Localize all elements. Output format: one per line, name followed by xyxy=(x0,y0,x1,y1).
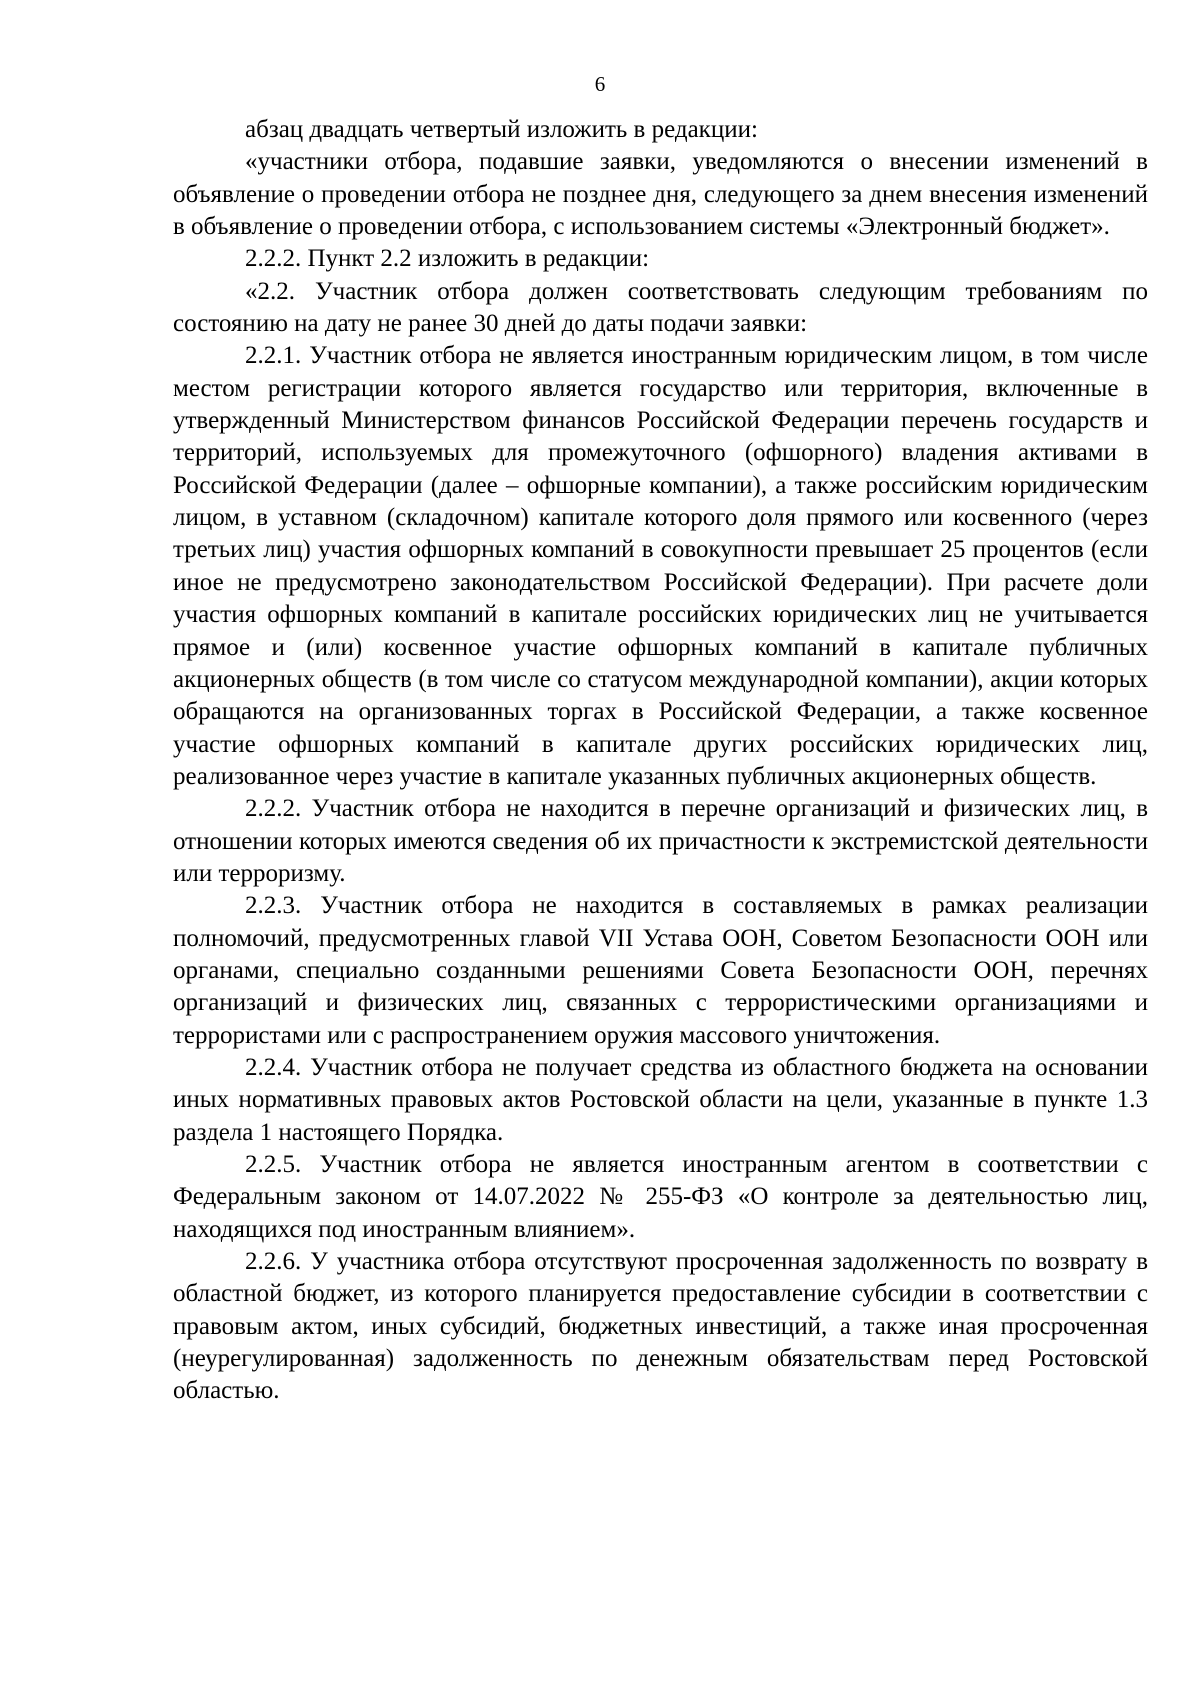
paragraph-clause-2-2: «2.2. Участник отбора должен соответствовать следующим требованиям по состоянию на дату не ранее 30 дней до даты подачи заявки: xyxy=(173,277,1148,338)
page-number: 6 xyxy=(594,72,606,96)
paragraph-clause-2-2-3: 2.2.3. Участник отбора не находится в составляемых в рамках реализации полномочий, предусмотренных главой VII Устава ООН, Советом Безопасности ООН или органами, специально созданными решениями Совета Безопасности ООН, перечнях организаций и физических лиц, связанных с террористическими организациями и террористами или с распространением оружия массового уничтожения. xyxy=(173,892,1148,1049)
paragraph-clause-2-2-4: 2.2.4. Участник отбора не получает средства из областного бюджета на основании иных нормативных правовых актов Ростовской области на цели, указанные в пункте 1.3 раздела 1 настоящего Порядка. xyxy=(173,1053,1148,1146)
paragraph-clause-2-2-5: 2.2.5. Участник отбора не является иностранным агентом в соответствии с Федеральным законом от 14.07.2022 № 255-ФЗ «О контроле за деятельностью лиц, находящихся под иностранным влиянием». xyxy=(173,1151,1148,1243)
paragraph-clause-2-2-2-intro: 2.2.2. Пункт 2.2 изложить в редакции: xyxy=(245,245,650,273)
paragraph-clause-2-2-2: 2.2.2. Участник отбора не находится в перечне организаций и физических лиц, в отношении которых имеются сведения об их причастности к экстремистской деятельности или терроризму. xyxy=(173,795,1148,887)
paragraph-clause-2-2-6: 2.2.6. У участника отбора отсутствуют просроченная задолженность по возврату в областной бюджет, из которого планируется предоставление субсидии в соответствии с правовым актом, иных субсидий, бюджетных инвестиций, а также иная просроченная (неурегулированная) задолженность по денежным обязательствам перед Ростовской областью. xyxy=(173,1248,1148,1405)
paragraph-participants-notification: «участники отбора, подавшие заявки, уведомляются о внесении изменений в объявление о проведении отбора не позднее дня, следующего за днем внесения изменений в объявление о проведении отбора, с использованием системы «Электронный бюджет». xyxy=(173,148,1148,241)
paragraph-amendment-intro: абзац двадцать четвертый изложить в редакции: xyxy=(245,116,758,143)
paragraph-clause-2-2-1: 2.2.1. Участник отбора не является иностранным юридическим лицом, в том числе местом регистрации которого является государство или территория, включенные в утвержденный Министерством финансов Российской Федерации перечень государств и территорий, используемых для промежуточного (офшорного) владения активами в Российской Федерации (далее – офшорные компании), а также российским юридическим лицом, в уставном (складочном) капитале которого доля прямого или косвенного (через третьих лиц) участия офшорных компаний в совокупности превышает 25 процентов (если иное не предусмотрено законодательством Российской Федерации). При расчете доли участия офшорных компаний в капитале российских юридических лиц не учитывается прямое и (или) косвенное участие офшорных компаний в капитале публичных акционерных обществ (в том числе со статусом международной компании), акции которых обращаются на организованных торгах в Российской Федерации, а также косвенное участие офшорных компаний в капитале других российских юридических лиц, реализованное через участие в капитале указанных публичных акционерных обществ. xyxy=(173,342,1148,790)
document-body xyxy=(173,114,1148,1408)
